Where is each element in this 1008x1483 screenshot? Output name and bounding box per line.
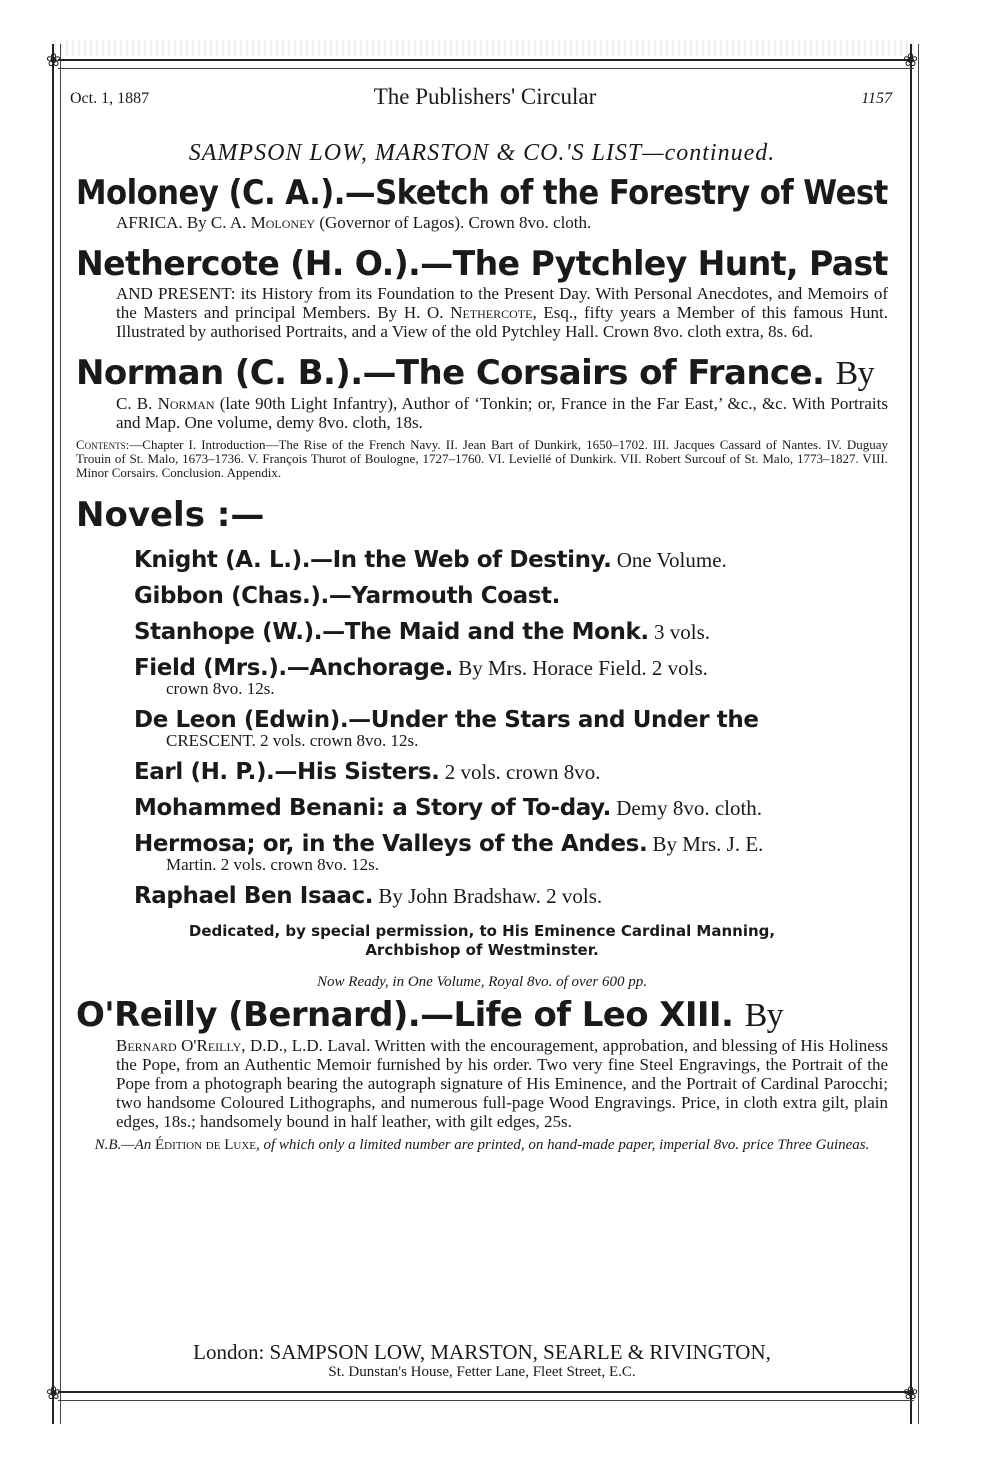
list-item-detail: CRESCENT. 2 vols. crown 8vo. 12s. bbox=[166, 731, 419, 750]
running-head bbox=[70, 84, 900, 112]
contents-list: Contents:—Chapter I. Introduction—The Rise of the French Navy. II. Jean Bart of Dunkirk, 1650–1702. III. Jacques Cassard of Nantes. IV. Duguay Trouin of St. Malo, 1673–1736. V. François Thurot of Boulogne, 1727–1760. VI. Leviellé of Dunkirk. VII. Robert Surcouf of St. Malo, 1773–1827. VIII. Minor Corsairs. Conclusion. Appendix. bbox=[76, 437, 888, 480]
list-item: Gibbon (Chas.).—Yarmouth Coast. bbox=[134, 583, 560, 609]
list-item: Raphael Ben Isaac. By John Bradshaw. 2 vols. bbox=[134, 883, 603, 909]
list-title: SAMPSON LOW, MARSTON & CO.'S LIST—continued. bbox=[188, 140, 776, 166]
main-content bbox=[76, 140, 888, 1166]
corner-ornament-icon: ❀ bbox=[46, 1383, 62, 1403]
entry-body: Bernard O'Reilly, D.D., L.D. Laval. Written with the encouragement, approbation, and blessing of His Holiness the Pope, from an Authentic Memoir furnished by his order. Two very fine Steel Engravings, the Portrait of the Pope from a photograph bearing the autograph signature of His Eminence, and the Portrait of Cardinal Parocchi; two handsome Coloured Lithographs, and numerous full-page Wood Engravings. Price, in cloth extra gilt, plain edges, 18s.; handsomely bound in half leather, with gilt edges, 25s. bbox=[116, 1036, 888, 1131]
entry-body: AFRICA. By C. A. Moloney (Governor of Lagos). Crown 8vo. cloth. bbox=[116, 213, 592, 232]
list-item-detail: crown 8vo. 12s. bbox=[166, 679, 275, 698]
edition-de-luxe-note: N.B.—An Édition de Luxe, of which only a limited number are printed, on hand-made paper, imperial 8vo. price Three Guineas. bbox=[94, 1137, 870, 1153]
entry-oreilly bbox=[76, 995, 888, 1154]
entry-nethercote bbox=[76, 244, 888, 341]
scan-speckle bbox=[54, 40, 914, 56]
left-border bbox=[52, 44, 61, 1424]
entry-norman bbox=[76, 353, 888, 480]
list-item: Hermosa; or, in the Valleys of the Andes. By Mrs. J. E. bbox=[134, 831, 764, 857]
novels-list bbox=[134, 542, 888, 914]
list-item: Mohammed Benani: a Story of To-day. Demy 8vo. cloth. bbox=[134, 795, 763, 821]
list-item: Earl (H. P.).—His Sisters. 2 vols. crown 8vo. bbox=[134, 759, 601, 785]
list-item: Field (Mrs.).—Anchorage. By Mrs. Horace Field. 2 vols. bbox=[134, 655, 708, 681]
corner-ornament-icon: ❀ bbox=[46, 50, 62, 70]
issue-date: Oct. 1, 1887 bbox=[70, 90, 150, 107]
entry-body: C. B. Norman (late 90th Light Infantry), Author of ‘Tonkin; or, France in the Far East,’ &c., &c. With Portraits and Map. One volume, demy 8vo. cloth, 18s. bbox=[116, 394, 888, 432]
list-item: Stanhope (W.).—The Maid and the Monk. 3 vols. bbox=[134, 619, 711, 645]
novels-heading: Novels :— bbox=[76, 495, 265, 535]
entry-headline: O'Reilly (Bernard).—Life of Leo XIII. By bbox=[76, 995, 784, 1035]
list-item: Knight (A. L.).—In the Web of Destiny. One Volume. bbox=[134, 547, 727, 573]
bottom-rule bbox=[58, 1391, 914, 1401]
top-rule bbox=[58, 59, 914, 69]
corner-ornament-icon: ❀ bbox=[903, 1383, 919, 1403]
page-number: 1157 bbox=[861, 90, 892, 107]
publication-title: The Publishers' Circular bbox=[373, 84, 597, 109]
dedication: Dedicated, by special permission, to His Eminence Cardinal Manning, Archbishop of Westminster. bbox=[188, 922, 776, 959]
publisher-imprint: London: SAMPSON LOW, MARSTON, SEARLE & RIVINGTON, St. Dunstan's House, Fetter Lane, Fleet Street, E.C. bbox=[193, 1340, 771, 1380]
entry-moloney bbox=[76, 173, 888, 232]
corner-ornament-icon: ❀ bbox=[903, 50, 919, 70]
entry-headline: Moloney (C. A.).—Sketch of the Forestry of West bbox=[76, 173, 888, 213]
list-item-detail: Martin. 2 vols. crown 8vo. 12s. bbox=[166, 855, 379, 874]
now-ready-note: Now Ready, in One Volume, Royal 8vo. of over 600 pp. bbox=[317, 974, 647, 990]
entry-headline: Norman (C. B.).—The Corsairs of France. By bbox=[76, 353, 874, 393]
right-border bbox=[910, 44, 919, 1424]
entry-body: AND PRESENT: its History from its Foundation to the Present Day. With Personal Anecdotes, and Memoirs of the Masters and principal Members. By H. O. Nethercote, Esq., fifty years a Member of this famous Hunt. Illustrated by authorised Portraits, and a View of the old Pytchley Hall. Crown 8vo. cloth extra, 8s. 6d. bbox=[116, 284, 888, 341]
entry-headline: Nethercote (H. O.).—The Pytchley Hunt, Past bbox=[76, 244, 888, 284]
list-item: De Leon (Edwin).—Under the Stars and Under the bbox=[134, 707, 759, 733]
